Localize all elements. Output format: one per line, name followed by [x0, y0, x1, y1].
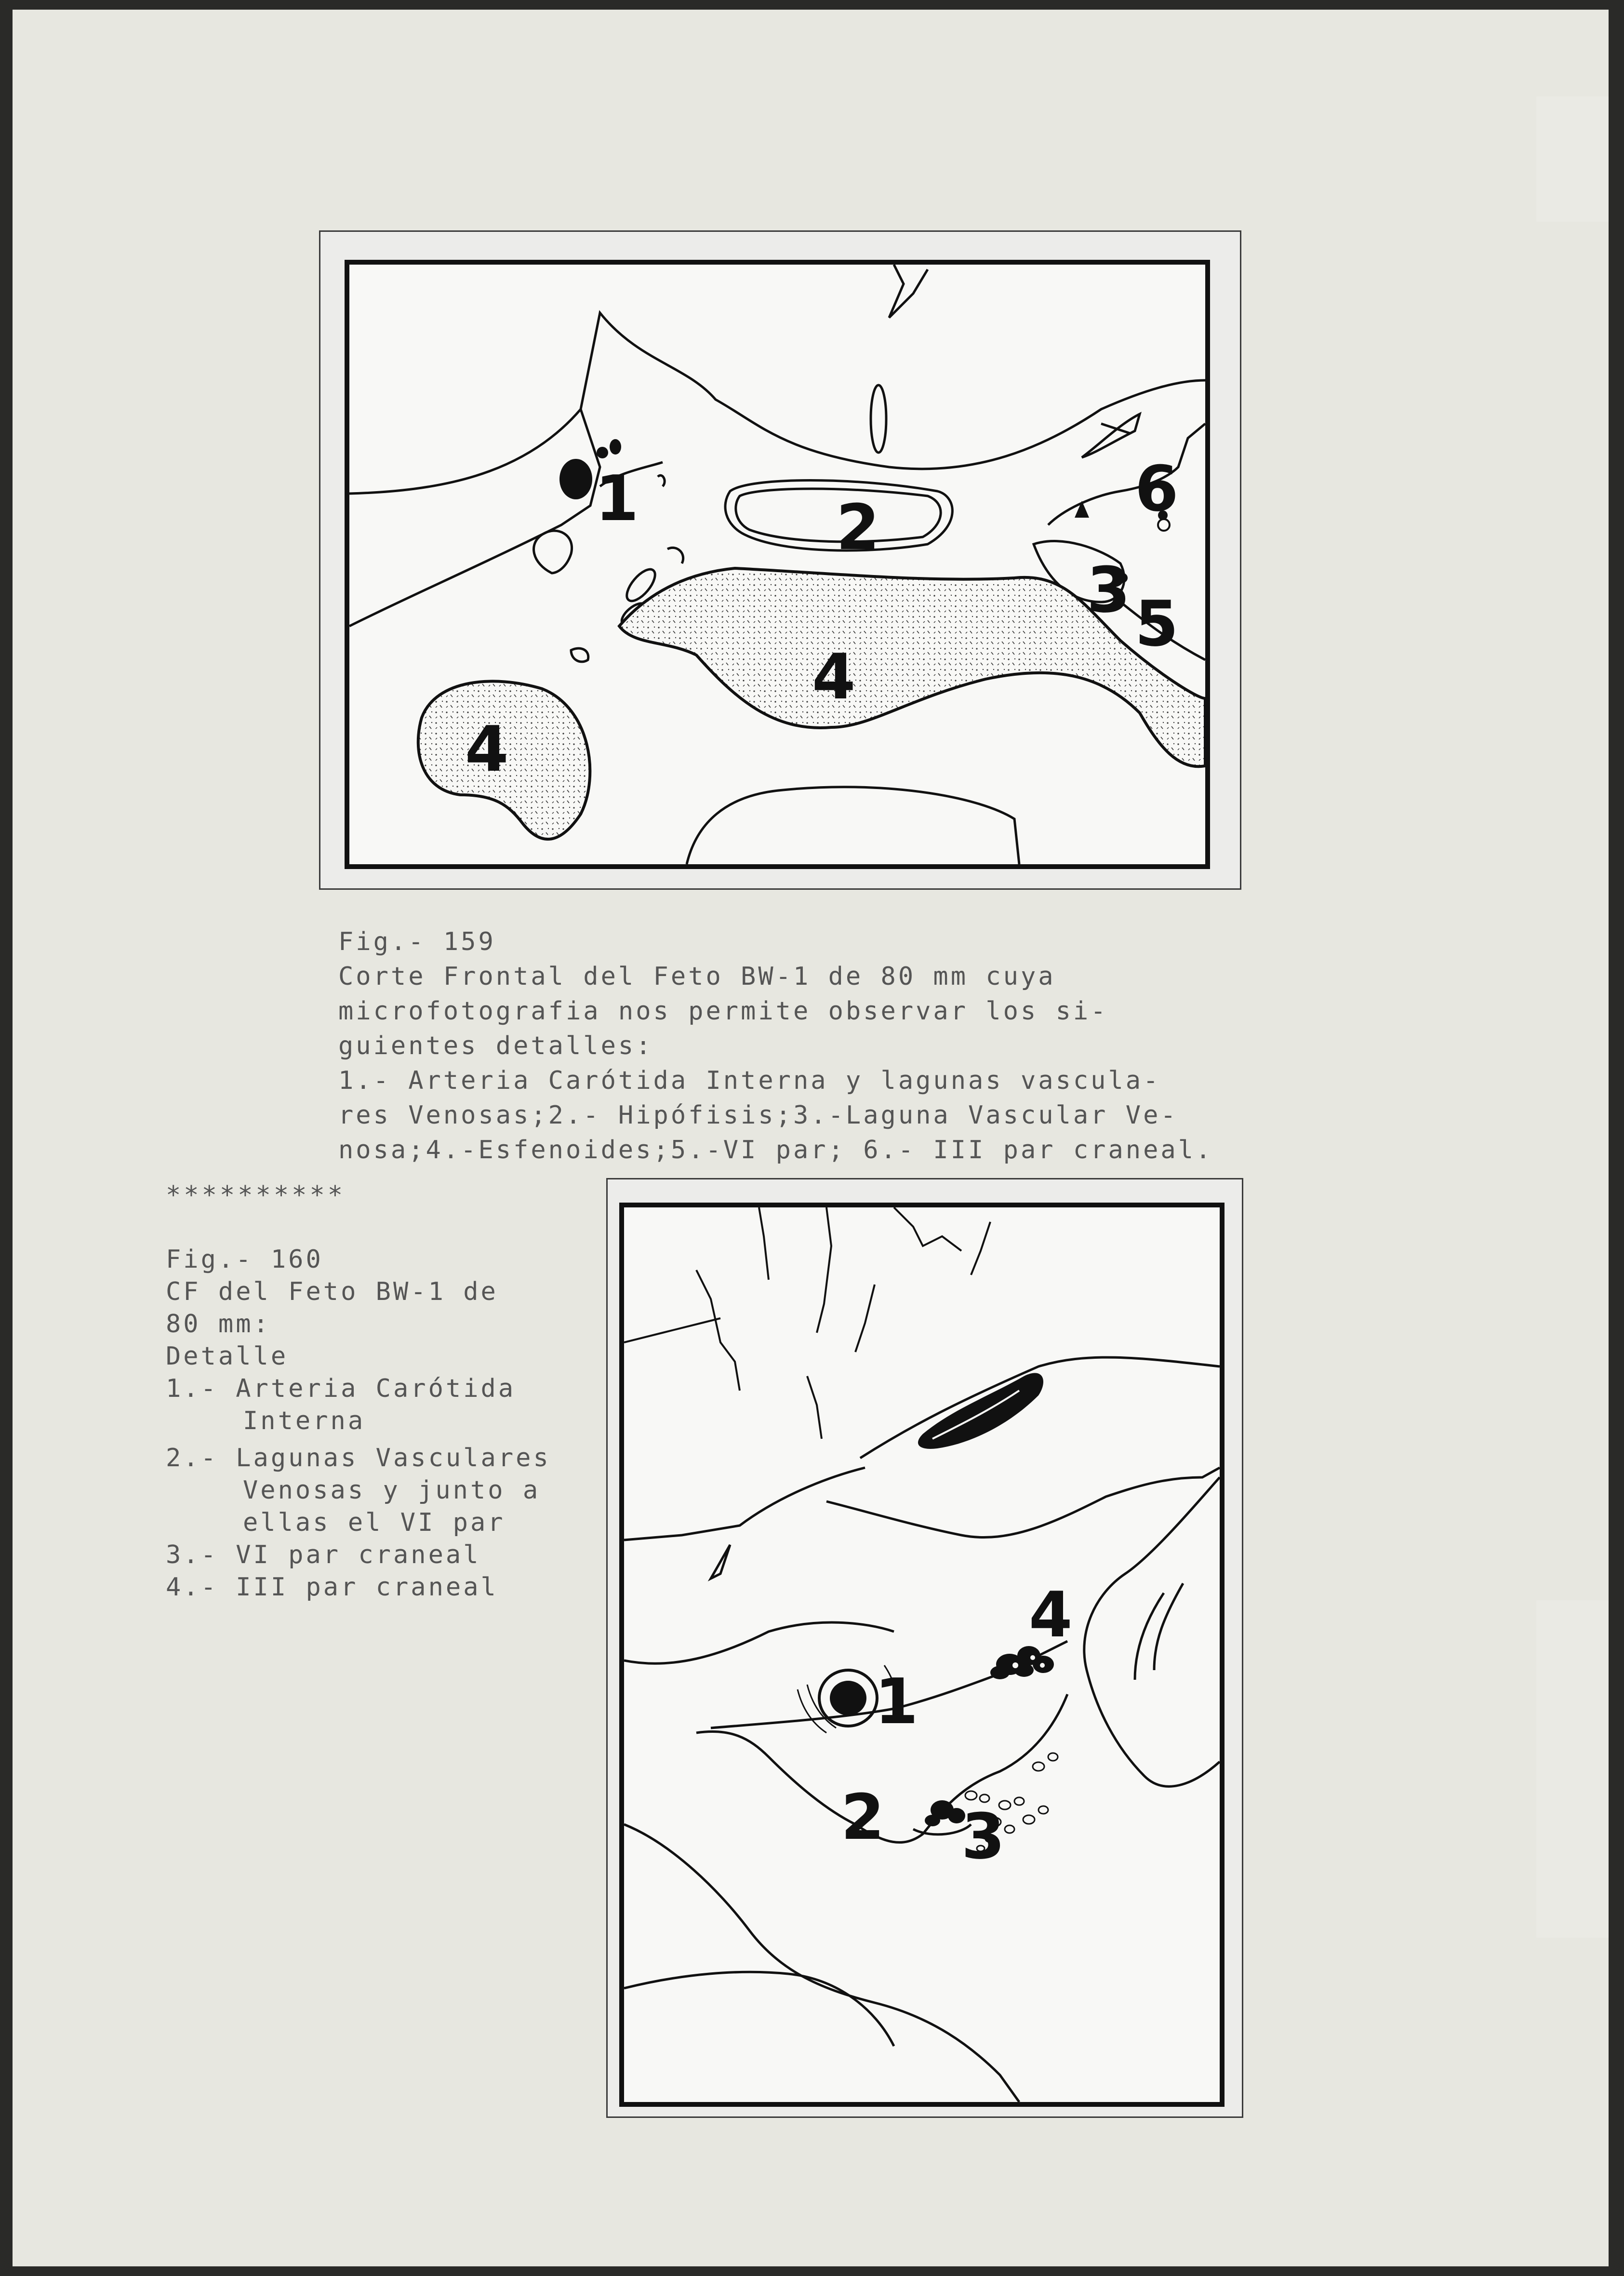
caption-item-3: 3.- VI par craneal [166, 1540, 481, 1569]
figure-160-label-1: 1 [875, 1665, 918, 1738]
figure-159-label-2: 2 [836, 491, 880, 564]
figure-159-label-6: 6 [1135, 452, 1179, 525]
document-page [13, 10, 1609, 2266]
figure-160-drawing [619, 1203, 1225, 2107]
caption-item-4: 4.- III par craneal [166, 1573, 498, 1602]
caption-line: 1.- Arteria Carótida Interna y lagunas vascula- [338, 1066, 1161, 1095]
caption-line: CF del Feto BW-1 de [166, 1277, 498, 1306]
caption-item-2: 2.- Lagunas Vasculares [166, 1444, 551, 1473]
figure-159-caption [338, 924, 1360, 1167]
figure-160-label-3: 3 [961, 1800, 1005, 1873]
figure-159-frame [319, 230, 1241, 890]
paper-stain [1536, 1600, 1609, 1938]
caption-line: res Venosas;2.- Hipófisis;3.-Laguna Vascular Ve- [338, 1101, 1178, 1130]
caption-item-2-cont: ellas el VI par [243, 1508, 506, 1537]
caption-item-1-cont: Interna [243, 1406, 366, 1435]
figure-160-label-2: 2 [841, 1781, 885, 1854]
figure-159-label-5: 5 [1135, 587, 1179, 660]
figure-160-diagram [624, 1207, 1220, 2102]
caption-line: microfotografia nos permite observar los si- [338, 997, 1108, 1026]
caption-line: Detalle [166, 1342, 289, 1371]
caption-line: guientes detalles: [338, 1031, 653, 1060]
caption-title: Fig.- 160 [166, 1245, 323, 1274]
figure-159-drawing [345, 260, 1210, 869]
section-separator: ********** [166, 1181, 346, 1210]
figure-159-label-3: 3 [1087, 553, 1131, 627]
caption-line: Fig.- 159 [338, 927, 496, 956]
caption-item-1: 1.- Arteria Carótida [166, 1374, 516, 1403]
caption-line: Corte Frontal del Feto BW-1 de 80 mm cuya [338, 962, 1056, 991]
figure-160-label-4: 4 [1029, 1578, 1073, 1651]
caption-line: 80 mm: [166, 1310, 271, 1339]
figure-160-frame [606, 1178, 1243, 2118]
caption-item-2-cont: Venosas y junto a [243, 1476, 541, 1505]
figure-159-label-1: 1 [595, 462, 639, 535]
figure-159-diagram [349, 265, 1205, 864]
figure-159-label-4b: 4 [465, 712, 509, 786]
paper-stain [1536, 96, 1609, 222]
figure-160-caption [166, 1244, 628, 1604]
figure-159-label-4a: 4 [812, 640, 856, 713]
caption-line: nosa;4.-Esfenoides;5.-VI par; 6.- III par craneal. [338, 1136, 1213, 1165]
